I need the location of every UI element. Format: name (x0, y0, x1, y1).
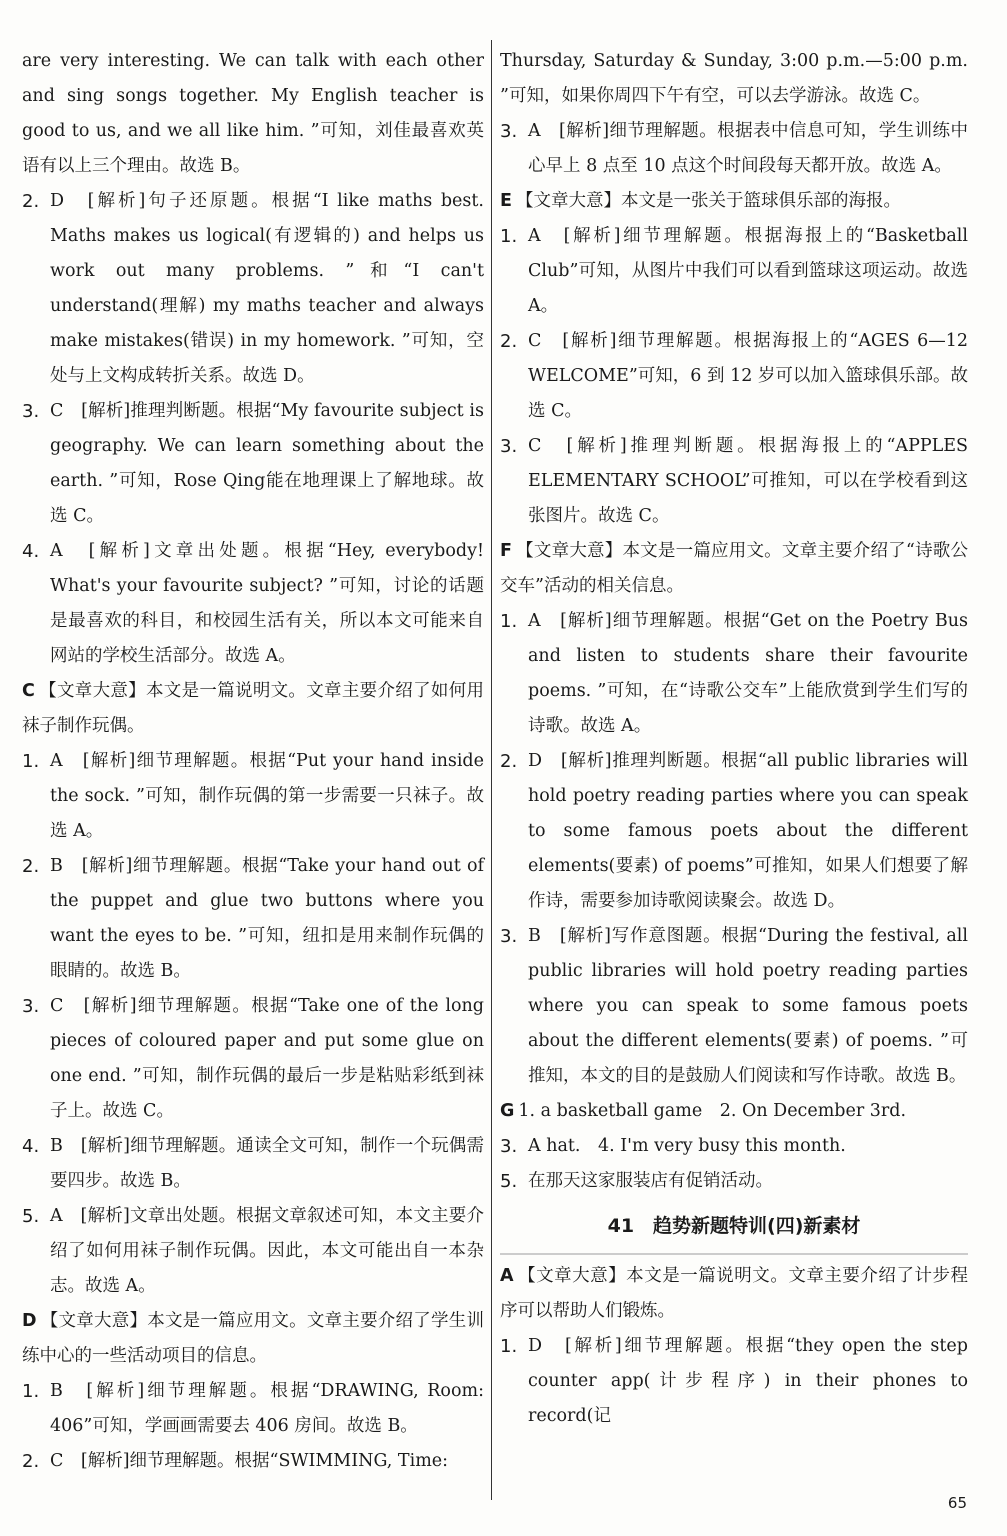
answer-item (500, 114, 968, 184)
left-column (22, 44, 484, 1479)
item-number: 4. (22, 1136, 40, 1157)
item-body: A [解析]细节理解题。根据“Get on the Poetry Bus and listen to students share their favourite poems. ”可知，在“诗歌公交车”上能欣赏到学生们写的诗歌。故选 A。 (528, 611, 968, 736)
item-text (50, 989, 484, 1129)
item-text (50, 744, 484, 849)
answer-item (22, 989, 484, 1129)
item-body: Thursday, Saturday & Sunday, 3:00 p.m.—5:00 p.m. ”可知，如果你周四下午有空，可以去学游泳。故选 C。 (500, 51, 968, 106)
item-body: A [解析]细节理解题。根据“Put your hand inside the sock. ”可知，制作玩偶的第一步需要一只袜子。故选 A。 (50, 751, 484, 841)
item-number: 3. (500, 436, 518, 457)
answer-item (22, 1304, 484, 1374)
answer-item (500, 744, 968, 919)
item-number: 3. (500, 926, 518, 947)
item-number: 5. (500, 1171, 518, 1192)
item-number: 1. (500, 1336, 518, 1357)
item-text (528, 219, 968, 324)
item-text (50, 1444, 484, 1479)
item-body: C [解析]细节理解题。根据“SWIMMING, Time: (50, 1451, 449, 1471)
answer-item (500, 184, 968, 219)
answer-item (500, 219, 968, 324)
item-text (528, 604, 968, 744)
item-number: 1. (500, 226, 518, 247)
item-body: B [解析]写作意图题。根据“During the festival, all public libraries will hold poetry reading parties where you can speak to some famous poets about the different elements(要素) of poems. ”可推知，本文的目的是鼓励人们阅读和写作诗歌。故选 B。 (528, 926, 969, 1086)
answer-item (22, 184, 484, 394)
item-number: 3. (22, 401, 40, 422)
item-body: are very interesting. We can talk with each other and sing songs together. My English teacher is good to us, and we all like him. ”可知，刘佳最喜欢英语有以上三个理由。故选 B。 (22, 51, 484, 176)
item-text (50, 849, 484, 989)
answer-item (500, 1329, 968, 1434)
answer-item (22, 1199, 484, 1304)
answer-item (500, 604, 968, 744)
answer-item (500, 1094, 968, 1129)
answer-item (500, 1129, 968, 1164)
item-number: 2. (500, 751, 518, 772)
item-body: A [解析]细节理解题。根据表中信息可知，学生训练中心早上 8 点至 10 点这个时间段每天都开放。故选 A。 (528, 121, 968, 176)
item-text (50, 534, 484, 674)
item-text (528, 744, 968, 919)
item-number: 1. (500, 611, 518, 632)
item-number: 3. (500, 121, 518, 142)
item-text (50, 184, 484, 394)
item-body: C [解析]推理判断题。根据海报上的“APPLES ELEMENTARY SCHOOL”可推知，可以在学校看到这张图片。故选 C。 (528, 436, 968, 526)
item-number: 2. (500, 331, 518, 352)
item-body: B [解析]细节理解题。根据“DRAWING, Room: 406”可知，学画画需要去 406 房间。故选 B。 (50, 1381, 484, 1436)
item-number: 3. (22, 996, 40, 1017)
item-body: B [解析]细节理解题。根据“Take your hand out of the puppet and glue two buttons where you want the eyes to be. ”可知，纽扣是用来制作玩偶的眼睛的。故选 B。 (50, 856, 484, 981)
item-text (500, 1094, 968, 1129)
answer-item (22, 1374, 484, 1444)
section-letter: G (500, 1101, 515, 1121)
item-body: C [解析]细节理解题。根据海报上的“AGES 6—12 WELCOME”可知，6 到 12 岁可以加入篮球俱乐部。故选 C。 (528, 331, 968, 421)
answer-item (500, 324, 968, 429)
item-body: D [解析]句子还原题。根据“I like maths best. Maths makes us logical(有逻辑的) and helps us work out many problems. ”和“I can't understand(理解) my maths teacher and always make mistakes(错误) in my homework. ”可知，空处与上文构成转折关系。故选 D。 (50, 191, 484, 386)
item-body: B [解析]细节理解题。通读全文可知，制作一个玩偶需要四步。故选 B。 (50, 1136, 484, 1191)
answer-item (22, 534, 484, 674)
item-text (22, 44, 484, 184)
item-number: 1. (22, 751, 40, 772)
item-body: 【文章大意】本文是一张关于篮球俱乐部的海报。 (515, 191, 901, 211)
item-body: 在那天这家服装店有促销活动。 (528, 1171, 773, 1191)
item-number: 3. (500, 1136, 518, 1157)
item-text (50, 1129, 484, 1199)
item-body: A [解析]文章出处题。根据“Hey, everybody! What's your favourite subject? ”可知，讨论的话题是最喜欢的科目，和校园生活有关，所以本文可能来自网站的学校生活部分。故选 A。 (50, 541, 484, 666)
section-letter: A (500, 1266, 514, 1286)
watermark-logo (845, 1468, 995, 1528)
item-text (528, 919, 968, 1094)
item-body: A [解析]细节理解题。根据海报上的“Basketball Club”可知，从图片中我们可以看到篮球这项运动。故选 A。 (528, 226, 968, 316)
answer-item (500, 429, 968, 534)
item-body: 【文章大意】本文是一篇说明文。文章主要介绍了如何用袜子制作玩偶。 (22, 681, 484, 736)
item-text (22, 1304, 484, 1374)
item-body: D [解析]细节理解题。根据“they open the step counter app(计步程序) in their phones to record(记 (528, 1336, 968, 1426)
item-text (50, 1374, 484, 1444)
answer-item (500, 44, 968, 114)
item-text (528, 1329, 968, 1434)
item-body: 【文章大意】本文是一篇应用文。文章主要介绍了“诗歌公交车”活动的相关信息。 (500, 541, 968, 596)
item-text (22, 674, 484, 744)
item-number: 2. (22, 1451, 40, 1472)
item-number: 5. (22, 1206, 40, 1227)
item-text (500, 184, 968, 219)
answer-item (500, 1164, 968, 1199)
item-body: C [解析]细节理解题。根据“Take one of the long pieces of coloured paper and put some glue on one end. ”可知，制作玩偶的最后一步是粘贴彩纸到袜子上。故选 C。 (50, 996, 484, 1121)
answer-item (22, 394, 484, 534)
item-text (528, 114, 968, 184)
item-text (528, 324, 968, 429)
item-body: 1. a basketball game 2. On December 3rd. (518, 1101, 907, 1121)
right-column (500, 44, 968, 1434)
section-heading-41: 41 趋势新题特训(四)新素材 (500, 1205, 968, 1255)
item-text (528, 1129, 968, 1164)
item-number: 2. (22, 191, 40, 212)
item-body: 【文章大意】本文是一篇应用文。文章主要介绍了学生训练中心的一些活动项目的信息。 (22, 1311, 484, 1366)
item-body: 【文章大意】本文是一篇说明文。文章主要介绍了计步程序可以帮助人们锻炼。 (500, 1266, 968, 1321)
item-number: 2. (22, 856, 40, 877)
item-body: C [解析]推理判断题。根据“My favourite subject is geography. We can learn something about the earth. ”可知，Rose Qing能在地理课上了解地球。故选 C。 (50, 401, 484, 526)
item-body: A hat. 4. I'm very busy this month. (528, 1136, 846, 1156)
item-number: 1. (22, 1381, 40, 1402)
item-text (500, 534, 968, 604)
answer-item (22, 1129, 484, 1199)
item-text (528, 1164, 968, 1199)
answer-item (22, 674, 484, 744)
section-letter: F (500, 541, 512, 561)
answer-item (500, 919, 968, 1094)
answer-item (22, 44, 484, 184)
item-text (528, 429, 968, 534)
item-text (500, 44, 968, 114)
column-divider (491, 40, 492, 1500)
section-letter: C (22, 681, 35, 701)
answer-item (22, 1444, 484, 1479)
item-body: A [解析]文章出处题。根据文章叙述可知，本文主要介绍了如何用袜子制作玩偶。因此，本文可能出自一本杂志。故选 A。 (50, 1206, 484, 1296)
answer-item (500, 534, 968, 604)
section-letter: E (500, 191, 512, 211)
item-text (500, 1259, 968, 1329)
page-number: 65 (947, 1494, 967, 1512)
item-number: 4. (22, 541, 40, 562)
item-body: D [解析]推理判断题。根据“all public libraries will hold poetry reading parties where you can speak to some famous poets about the different elements(要素) of poems”可推知，如果人们想要了解作诗，需要参加诗歌阅读聚会。故选 D。 (528, 751, 968, 911)
item-text (50, 1199, 484, 1304)
answer-item (22, 744, 484, 849)
answer-item (22, 849, 484, 989)
item-text (50, 394, 484, 534)
answer-item (500, 1259, 968, 1329)
section-letter: D (22, 1311, 37, 1331)
